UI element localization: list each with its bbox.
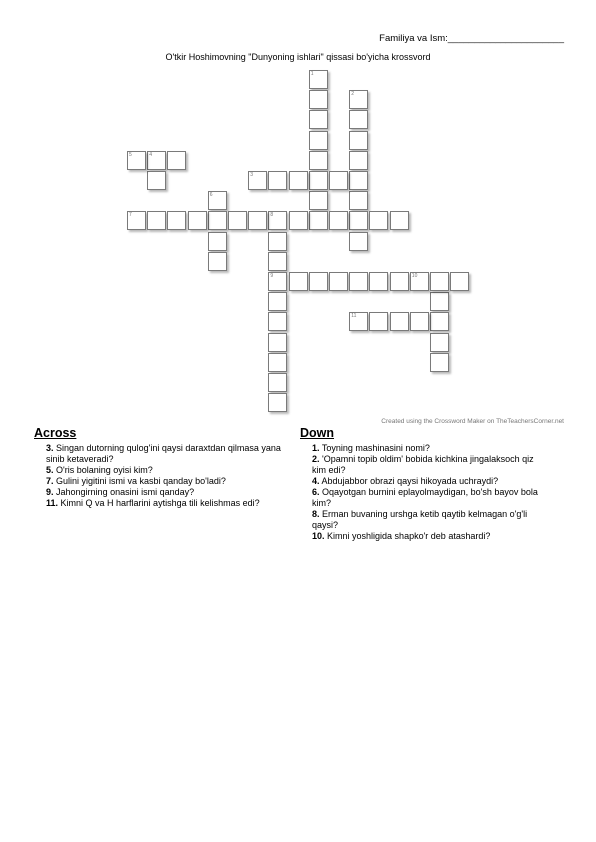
grid-number: 10 [411,273,418,279]
grid-number: 4 [149,151,152,158]
grid-cell[interactable] [268,393,287,412]
grid-number: 2 [351,91,354,98]
grid-cell[interactable] [208,211,227,230]
grid-cell[interactable] [268,333,287,352]
grid-cell[interactable] [349,110,368,129]
grid-cell[interactable] [329,272,348,291]
grid-cell[interactable] [208,232,227,251]
grid-cell[interactable] [430,312,449,331]
grid-cell[interactable] [349,232,368,251]
grid-cell[interactable] [390,211,409,230]
across-heading: Across [34,426,77,440]
grid-number: 9 [270,273,274,279]
page-title: O'tkir Hoshimovning "Dunyoning ishlari" qissasi bo'yicha krossvord [165,52,431,62]
grid-cell[interactable] [268,353,287,372]
grid-cell[interactable] [268,292,287,311]
clue-text: Toyning mashinasini nomi? [321,443,430,453]
grid-cell[interactable] [309,272,328,291]
grid-cell[interactable] [329,171,348,190]
clue-text: Oqayotgan burnini eplayolmaydigan, bo'sh bayov bola kim? [312,487,538,508]
grid-cell[interactable] [390,312,409,331]
grid-cell[interactable] [289,211,308,230]
name-field-label: Familiya va Ism:______________________ [379,33,564,44]
grid-cell[interactable] [349,211,368,230]
grid-cell[interactable] [309,110,328,129]
grid-cell[interactable] [248,211,267,230]
grid-cell[interactable] [268,171,287,190]
clue-across-9 [34,487,296,498]
grid-cell[interactable] [450,272,469,291]
grid-cell[interactable] [369,312,388,331]
grid-number: 1 [310,71,314,77]
grid-number: 3 [250,172,253,178]
clue-text: Gulini yigitini ismi va kasbi qanday bo'ladi? [56,476,226,486]
grid-cell[interactable] [147,171,166,190]
clue-number: 9. [46,487,54,497]
clue-number: 4. [312,476,320,486]
clue-number: 6. [312,487,320,497]
grid-cell[interactable] [430,333,449,352]
clue-text: Kimni Q va H harflarini aytishga tili kelishmas edi? [60,498,260,508]
crossword-grid [0,0,596,420]
grid-cell[interactable] [268,312,287,331]
grid-cell[interactable] [349,191,368,210]
grid-cell[interactable] [309,90,328,109]
clue-down-4 [300,476,550,487]
grid-cell[interactable] [349,272,368,291]
grid-cell[interactable] [410,312,429,331]
grid-cell[interactable] [430,292,449,311]
grid-cell[interactable] [228,211,247,230]
grid-cell[interactable] [167,211,186,230]
clue-text: Jahongirning onasini ismi qanday? [56,487,195,497]
grid-cell[interactable] [349,151,368,170]
clue-text: Abdujabbor obrazi qaysi hikoyada uchraydi? [321,476,499,486]
clue-number: 1. [312,443,320,453]
grid-cell[interactable] [208,252,227,271]
clue-number: 11. [46,498,59,508]
clue-number: 10. [312,531,325,541]
grid-cell[interactable] [369,272,388,291]
grid-cell[interactable] [188,211,207,230]
grid-cell[interactable] [289,171,308,190]
grid-cell[interactable] [268,232,287,251]
clue-text: Singan dutorning qulog'ini qaysi daraxtdan qilmasa yana sinib ketaveradi? [46,443,281,464]
clue-number: 7. [46,476,54,486]
grid-cell[interactable] [309,131,328,150]
grid-number: 8 [270,212,274,219]
grid-cell[interactable] [268,252,287,271]
grid-cell[interactable] [309,171,328,190]
grid-cell[interactable] [289,272,308,291]
clue-across-11 [34,498,296,509]
clue-text: 'Opamni topib oldim' bobida kichkina jingalaksoch qiz kim edi? [312,454,534,475]
grid-cell[interactable] [268,373,287,392]
clue-across-7 [34,476,296,487]
clue-down-2 [300,454,550,476]
grid-number: 11 [351,313,357,320]
clue-text: Erman buvaning urshga ketib qaytib kelmagan o'g'li qaysi? [312,509,528,530]
clue-down-1 [300,443,550,454]
grid-cell[interactable] [349,171,368,190]
clue-number: 2. [312,454,320,464]
clue-across-5 [34,465,296,476]
clue-down-8 [300,509,550,531]
grid-cell[interactable] [147,211,166,230]
grid-cell[interactable] [369,211,388,230]
clue-number: 8. [312,509,320,519]
grid-cell[interactable] [329,211,348,230]
grid-number: 7 [129,212,132,219]
clue-down-6 [300,487,550,509]
grid-cell[interactable] [167,151,186,170]
clue-number: 5. [46,465,54,475]
down-clues [300,426,550,542]
grid-number: 5 [129,151,132,158]
clue-text: Kimni yoshligida shapko'r deb atashardi? [327,531,491,541]
clue-number: 3. [46,443,54,453]
down-heading: Down [300,426,335,440]
credit-text: Created using the Crossword Maker on TheTeachersCorner.net [381,418,564,425]
grid-cell[interactable] [430,272,449,291]
grid-cell[interactable] [390,272,409,291]
across-clues [34,426,296,509]
grid-cell[interactable] [309,191,328,210]
grid-number: 6 [209,192,213,199]
grid-cell[interactable] [309,211,328,230]
clue-down-10 [300,531,550,542]
clue-text: O'ris bolaning oyisi kim? [56,465,153,475]
grid-cell[interactable] [430,353,449,372]
grid-cell[interactable] [349,131,368,150]
grid-cell[interactable] [309,151,328,170]
clue-across-3 [34,443,296,465]
